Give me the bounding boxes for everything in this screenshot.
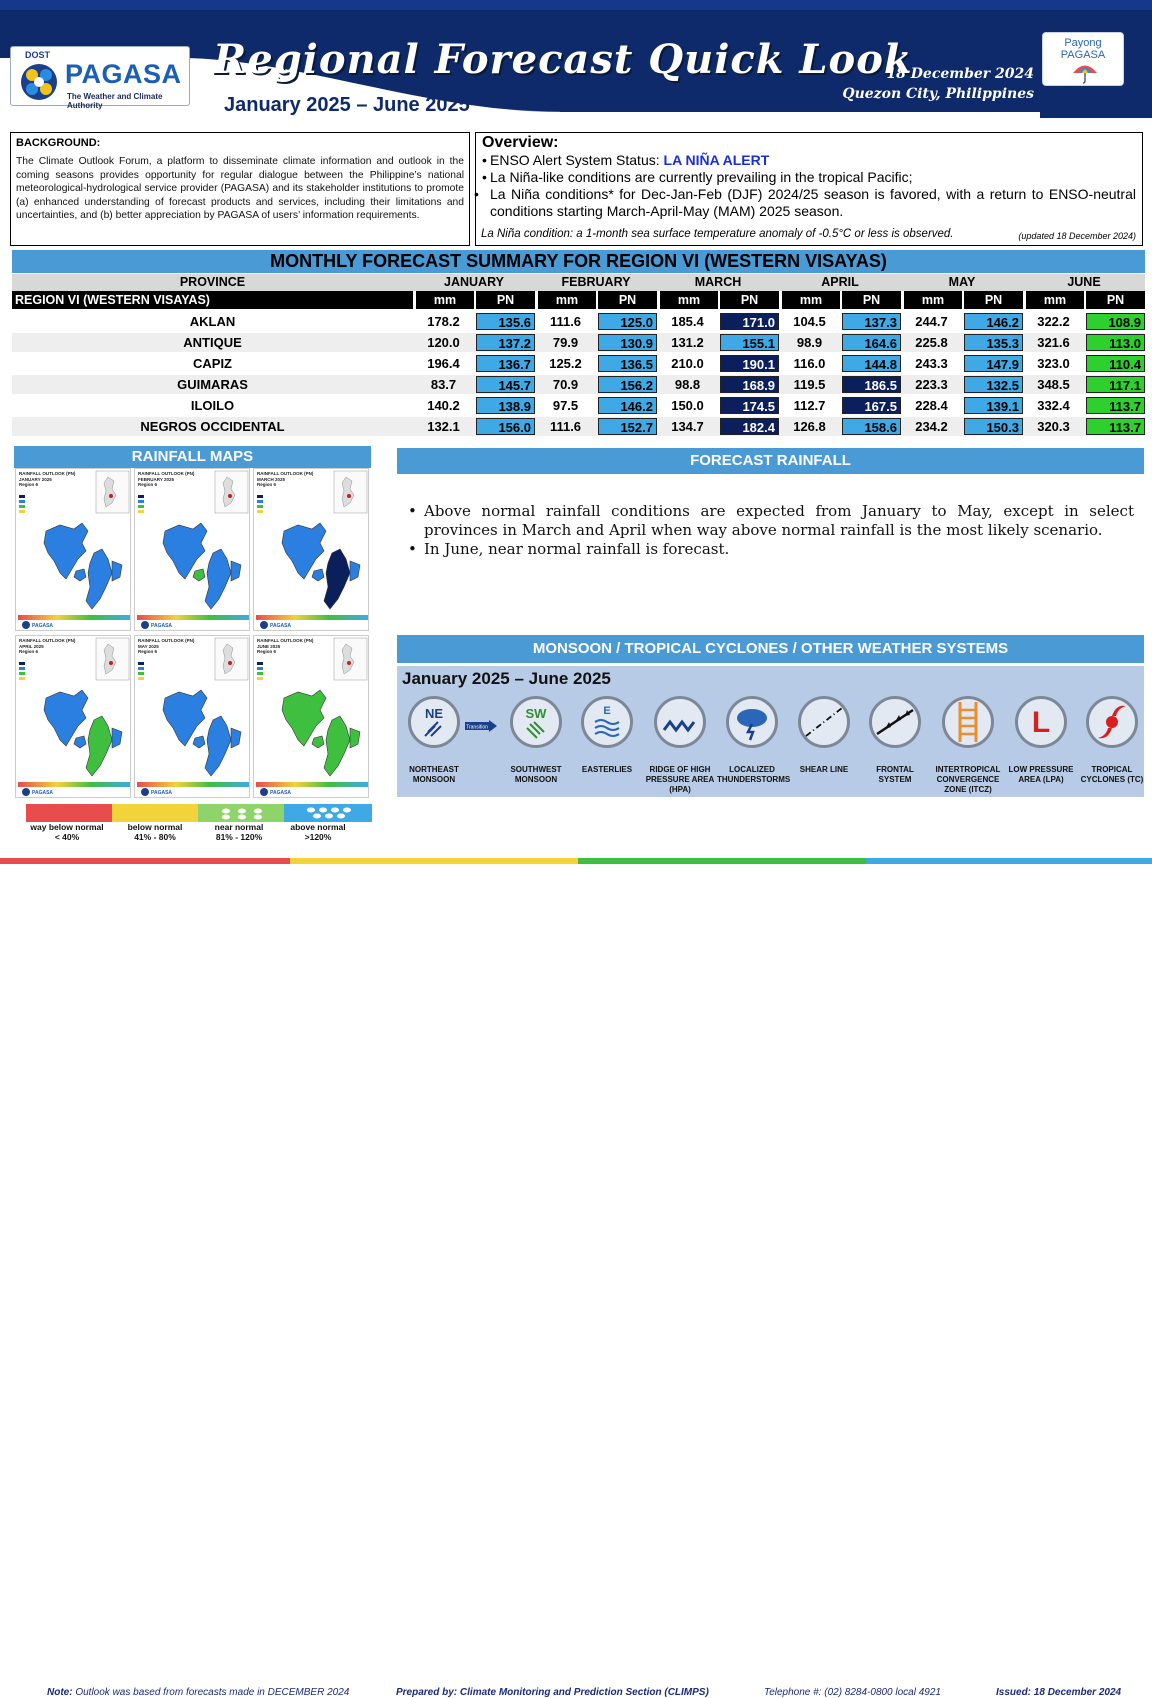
enso-status-line: • ENSO Alert System Status: LA NIÑA ALERT: [482, 152, 770, 168]
rainfall-mm-cell: 83.7: [430, 377, 457, 392]
table-row: [12, 333, 1145, 352]
unit-pn: PN: [476, 291, 535, 309]
percent-normal-cell: 155.1: [720, 334, 779, 351]
region-map: [16, 636, 132, 799]
forecast-rainfall-text: [408, 502, 1134, 559]
rainfall-mm-cell: 125.2: [549, 356, 582, 371]
weather-system-item: [717, 696, 791, 785]
rainfall-mm-cell: 119.5: [793, 377, 826, 392]
percent-normal-cell: 113.7: [1086, 418, 1145, 435]
rainfall-mm-cell: 112.7: [793, 398, 826, 413]
rainfall-legend-band: [26, 804, 372, 822]
footer-note: Note: Outlook was based from forecasts made in DECEMBER 2024: [47, 1687, 350, 1698]
percent-normal-cell: 135.3: [964, 334, 1023, 351]
pagasa-logo: [10, 46, 190, 110]
map-title: RAINFALL OUTLOOK (PN) JUNE 2025 Region 6: [257, 638, 314, 654]
legend-below: below normal 41% - 80%: [127, 822, 183, 842]
rainfall-map-panel[interactable]: [253, 468, 369, 631]
background-panel: [10, 132, 470, 246]
table-row: [12, 375, 1145, 394]
weather-system-label: INTERTROPICAL CONVERGENCE ZONE (ITCZ): [935, 765, 1001, 794]
overview-item: • La Niña conditions* for Dec-Jan-Feb (DJF) 2024/25 season is favored, with a return to ENSO-neutral conditions starting March-April-May (MAM) 2025 season.: [474, 186, 1136, 219]
logo-name: PAGASA: [65, 59, 182, 89]
rainfall-map-panel[interactable]: [134, 468, 250, 631]
weather-system-label: RIDGE OF HIGH PRESSURE AREA (HPA): [645, 765, 715, 794]
rainfall-mm-cell: 111.6: [549, 314, 582, 329]
percent-normal-cell: 186.5: [842, 376, 901, 393]
percent-normal-cell: 110.4: [1086, 355, 1145, 372]
weather-systems-period: January 2025 – June 2025: [402, 669, 611, 688]
svg-text:NE: NE: [424, 706, 444, 721]
rainfall-mm-cell: 178.2: [427, 314, 460, 329]
rainfall-mm-cell: 111.6: [549, 419, 582, 434]
rainfall-mm-cell: 243.3: [915, 356, 948, 371]
rainfall-mm-cell: 97.5: [552, 398, 579, 413]
partner-line1: Payong: [1064, 37, 1102, 49]
rainfall-mm-cell: 196.4: [427, 356, 460, 371]
enso-status-value: LA NIÑA ALERT: [663, 152, 770, 168]
region-label: REGION VI (WESTERN VISAYAS): [12, 291, 413, 309]
umbrella-icon: [1071, 62, 1099, 84]
logo-agency: DOST: [25, 50, 51, 60]
overview-footnote: La Niña condition: a 1-month sea surface temperature anomaly of -0.5°C or less is observed.: [481, 228, 954, 240]
tropical-cyclone-icon: [1086, 696, 1138, 748]
percent-normal-cell: 139.1: [964, 397, 1023, 414]
weather-system-label: SHEAR LINE: [799, 765, 849, 774]
forecast-period: January 2025 – June 2025: [224, 94, 470, 116]
province-header: PROVINCE: [179, 275, 246, 289]
month-header: JUNE: [1067, 275, 1101, 289]
footer-telephone: Telephone #: (02) 8284-0800 local 4921: [764, 1687, 941, 1698]
percent-normal-cell: 135.6: [476, 313, 535, 330]
svg-text:SW: SW: [525, 706, 547, 721]
footer-bar-green: [578, 858, 866, 864]
percent-normal-cell: 136.5: [598, 355, 657, 372]
svg-text:L: L: [1031, 706, 1051, 739]
unit-pn: PN: [1086, 291, 1145, 309]
legend-above: above normal >120%: [290, 822, 346, 842]
forecast-rainfall-title: FORECAST RAINFALL: [397, 448, 1144, 474]
overview-item: • La Niña-like conditions are currently prevailing in the tropical Pacific;: [482, 169, 913, 185]
enso-status-label: ENSO Alert System Status:: [490, 152, 664, 168]
payong-pagasa-logo: [1042, 32, 1124, 86]
weather-system-item: [501, 696, 571, 785]
map-title: RAINFALL OUTLOOK (PN) FEBRUARY 2025 Region 6: [138, 471, 195, 487]
unit-pn: PN: [598, 291, 657, 309]
percent-normal-cell: 113.0: [1086, 334, 1145, 351]
issue-place: Quezon City, Philippines: [842, 86, 1034, 102]
pagasa-emblem-icon: [17, 60, 61, 104]
month-header: MARCH: [694, 275, 742, 289]
province-name: ANTIQUE: [183, 335, 242, 350]
unit-mm: mm: [538, 291, 596, 309]
weather-system-item: [1077, 696, 1147, 785]
transition-arrow-icon: [465, 720, 497, 732]
svg-text:PAGASA: PAGASA: [270, 623, 292, 629]
rainfall-mm-cell: 131.2: [671, 335, 704, 350]
page-title: Regional Forecast Quick Look: [213, 36, 913, 83]
percent-normal-cell: 132.5: [964, 376, 1023, 393]
unit-mm: mm: [1026, 291, 1084, 309]
month-header: FEBRUARY: [561, 275, 631, 289]
map-title: RAINFALL OUTLOOK (PN) MAY 2025 Region 6: [138, 638, 195, 654]
percent-normal-cell: 137.2: [476, 334, 535, 351]
svg-text:PAGASA: PAGASA: [151, 623, 173, 629]
percent-normal-cell: 147.9: [964, 355, 1023, 372]
province-name: ILOILO: [190, 398, 235, 413]
unit-mm: mm: [660, 291, 718, 309]
weather-system-item: [933, 696, 1003, 795]
svg-text:PAGASA: PAGASA: [32, 623, 54, 629]
unit-pn: PN: [842, 291, 901, 309]
map-title: RAINFALL OUTLOOK (PN) JANUARY 2025 Region 6: [19, 471, 76, 487]
rainfall-mm-cell: 140.2: [427, 398, 460, 413]
percent-normal-cell: 156.2: [598, 376, 657, 393]
percent-normal-cell: 117.1: [1086, 376, 1145, 393]
rainfall-mm-cell: 348.5: [1037, 377, 1070, 392]
southwest-monsoon-icon: [510, 696, 562, 748]
province-name: GUIMARAS: [177, 377, 248, 392]
percent-normal-cell: 144.8: [842, 355, 901, 372]
percent-normal-cell: 113.7: [1086, 397, 1145, 414]
unit-pn: PN: [964, 291, 1023, 309]
percent-normal-cell: 138.9: [476, 397, 535, 414]
weather-system-label: TROPICAL CYCLONES (TC): [1080, 765, 1144, 784]
province-name: NEGROS OCCIDENTAL: [140, 419, 285, 434]
region-map: [135, 469, 251, 632]
percent-normal-cell: 125.0: [598, 313, 657, 330]
rainfall-map-panel[interactable]: [134, 635, 250, 798]
weather-system-label: LOW PRESSURE AREA (LPA): [1008, 765, 1074, 784]
forecast-item: • In June, near normal rainfall is forecast.: [408, 540, 1134, 559]
thunderstorm-icon: [726, 696, 778, 748]
footer-issued: Issued: 18 December 2024: [996, 1687, 1122, 1698]
itcz-icon: [942, 696, 994, 748]
background-title: BACKGROUND:: [16, 137, 101, 149]
rainfall-mm-cell: 185.4: [671, 314, 704, 329]
rainfall-mm-cell: 225.8: [915, 335, 948, 350]
rainfall-map-panel[interactable]: [253, 635, 369, 798]
unit-header-row: [12, 291, 1145, 309]
weather-system-item: [789, 696, 859, 775]
rainfall-map-panel[interactable]: [15, 468, 131, 631]
percent-normal-cell: 168.9: [720, 376, 779, 393]
month-header: APRIL: [821, 275, 859, 289]
rainfall-mm-cell: 332.4: [1037, 398, 1070, 413]
rainfall-mm-cell: 120.0: [427, 335, 460, 350]
rainfall-mm-cell: 234.2: [915, 419, 948, 434]
unit-mm: mm: [782, 291, 840, 309]
svg-text:Transition: Transition: [466, 724, 488, 731]
svg-text:PAGASA: PAGASA: [151, 790, 173, 796]
rainfall-maps-title: RAINFALL MAPS: [14, 446, 371, 468]
percent-normal-cell: 145.7: [476, 376, 535, 393]
unit-mm: mm: [416, 291, 474, 309]
rainfall-mm-cell: 223.3: [915, 377, 948, 392]
rainfall-mm-cell: 150.0: [671, 398, 704, 413]
percent-normal-cell: 167.5: [842, 397, 901, 414]
weather-system-item: [572, 696, 642, 775]
footer-bar-yellow: [290, 858, 578, 864]
table-row: [12, 417, 1145, 436]
logo-tagline: The Weather and Climate Authority: [67, 92, 163, 110]
province-name: CAPIZ: [193, 356, 232, 371]
map-title: RAINFALL OUTLOOK (PN) MARCH 2025 Region 6: [257, 471, 314, 487]
weather-system-label: FRONTAL SYSTEM: [876, 765, 914, 784]
low-pressure-icon: [1015, 696, 1067, 748]
region-map: [254, 636, 370, 799]
svg-text:E: E: [603, 705, 611, 717]
overview-panel: [475, 132, 1143, 246]
percent-normal-cell: 108.9: [1086, 313, 1145, 330]
weather-systems-panel: [397, 666, 1144, 797]
rainfall-mm-cell: 70.9: [552, 377, 579, 392]
rainfall-mm-cell: 323.0: [1037, 356, 1070, 371]
rainfall-mm-cell: 104.5: [793, 314, 826, 329]
issue-date: 18 December 2024: [886, 66, 1034, 82]
rainfall-mm-cell: 98.9: [796, 335, 823, 350]
ridge-hpa-icon: [654, 696, 706, 748]
forecast-table-title: MONTHLY FORECAST SUMMARY FOR REGION VI (WESTERN VISAYAS): [12, 250, 1145, 273]
percent-normal-cell: 171.0: [720, 313, 779, 330]
easterlies-icon: [581, 696, 633, 748]
region-map: [254, 469, 370, 632]
percent-normal-cell: 150.3: [964, 418, 1023, 435]
legend-near: near normal 81% - 120%: [214, 822, 264, 842]
percent-normal-cell: 130.9: [598, 334, 657, 351]
percent-normal-cell: 182.4: [720, 418, 779, 435]
header: [0, 0, 1152, 125]
percent-normal-cell: 146.2: [598, 397, 657, 414]
unit-pn: PN: [720, 291, 779, 309]
unit-mm: mm: [904, 291, 962, 309]
region-map: [135, 636, 251, 799]
rainfall-mm-cell: 132.1: [427, 419, 460, 434]
map-title: RAINFALL OUTLOOK (PN) APRIL 2025 Region 6: [19, 638, 76, 654]
percent-normal-cell: 152.7: [598, 418, 657, 435]
legend-way-below: way below normal < 40%: [30, 822, 104, 842]
rainfall-mm-cell: 126.8: [793, 419, 826, 434]
partner-line2: PAGASA: [1060, 49, 1106, 61]
percent-normal-cell: 156.0: [476, 418, 535, 435]
rainfall-mm-cell: 320.3: [1037, 419, 1070, 434]
footer-bar-blue: [866, 858, 1152, 864]
footer-prepared-by: Prepared by: Climate Monitoring and Prediction Section (CLIMPS): [396, 1687, 709, 1698]
rainfall-mm-cell: 116.0: [793, 356, 826, 371]
svg-text:PAGASA: PAGASA: [270, 790, 292, 796]
percent-normal-cell: 190.1: [720, 355, 779, 372]
forecast-item: • Above normal rainfall conditions are expected from January to May, except in select provinces in March and April when way above normal rainfall is the most likely scenario.: [408, 502, 1134, 540]
weather-systems-title: MONSOON / TROPICAL CYCLONES / OTHER WEATHER SYSTEMS: [397, 635, 1144, 663]
percent-normal-cell: 164.6: [842, 334, 901, 351]
background-text: The Climate Outlook Forum, a platform to disseminate climate information and outlook in the coming seasons provides opportunity for regular dialogue between the Philippine’s national meteorological-hydrological service provider (PAGASA) and its stakeholder institutions to promote (a) enhanced understanding of forecast products and services, including their limitations and uncertainties, and (b) better appreciation by PAGASA of users’ information requirements.: [16, 156, 464, 221]
weather-system-label: EASTERLIES: [581, 765, 633, 774]
rainfall-mm-cell: 210.0: [671, 356, 704, 371]
percent-normal-cell: 146.2: [964, 313, 1023, 330]
table-row: [12, 396, 1145, 415]
rainfall-mm-cell: 134.7: [671, 419, 704, 434]
rainfall-mm-cell: 321.6: [1037, 335, 1070, 350]
weather-system-label: NORTHEAST MONSOON: [409, 765, 459, 784]
weather-system-item: [399, 696, 469, 785]
shear-line-icon: [798, 696, 850, 748]
rainfall-mm-cell: 98.8: [674, 377, 701, 392]
weather-system-item: [860, 696, 930, 785]
overview-updated: (updated 18 December 2024): [1018, 231, 1136, 241]
rainfall-mm-cell: 244.7: [915, 314, 948, 329]
weather-system-item: [645, 696, 715, 795]
northeast-monsoon-icon: [408, 696, 460, 748]
month-header: MAY: [948, 275, 976, 289]
table-row: [12, 354, 1145, 373]
province-name: AKLAN: [189, 314, 236, 329]
overview-title: Overview:: [482, 134, 559, 151]
region-map: [16, 469, 132, 632]
month-header: JANUARY: [444, 275, 504, 289]
rainfall-map-panel[interactable]: [15, 635, 131, 798]
svg-text:PAGASA: PAGASA: [32, 790, 54, 796]
weather-system-label: SOUTHWEST MONSOON: [510, 765, 562, 784]
rainfall-mm-cell: 79.9: [552, 335, 579, 350]
rainfall-mm-cell: 228.4: [915, 398, 948, 413]
percent-normal-cell: 136.7: [476, 355, 535, 372]
month-header-row: [12, 274, 1145, 291]
percent-normal-cell: 137.3: [842, 313, 901, 330]
weather-system-label: LOCALIZED THUNDERSTORMS: [717, 765, 791, 784]
footer-bar-red: [0, 858, 290, 864]
frontal-system-icon: [869, 696, 921, 748]
rainfall-mm-cell: 322.2: [1037, 314, 1070, 329]
percent-normal-cell: 158.6: [842, 418, 901, 435]
percent-normal-cell: 174.5: [720, 397, 779, 414]
weather-system-item: [1006, 696, 1076, 785]
table-row: [12, 312, 1145, 331]
